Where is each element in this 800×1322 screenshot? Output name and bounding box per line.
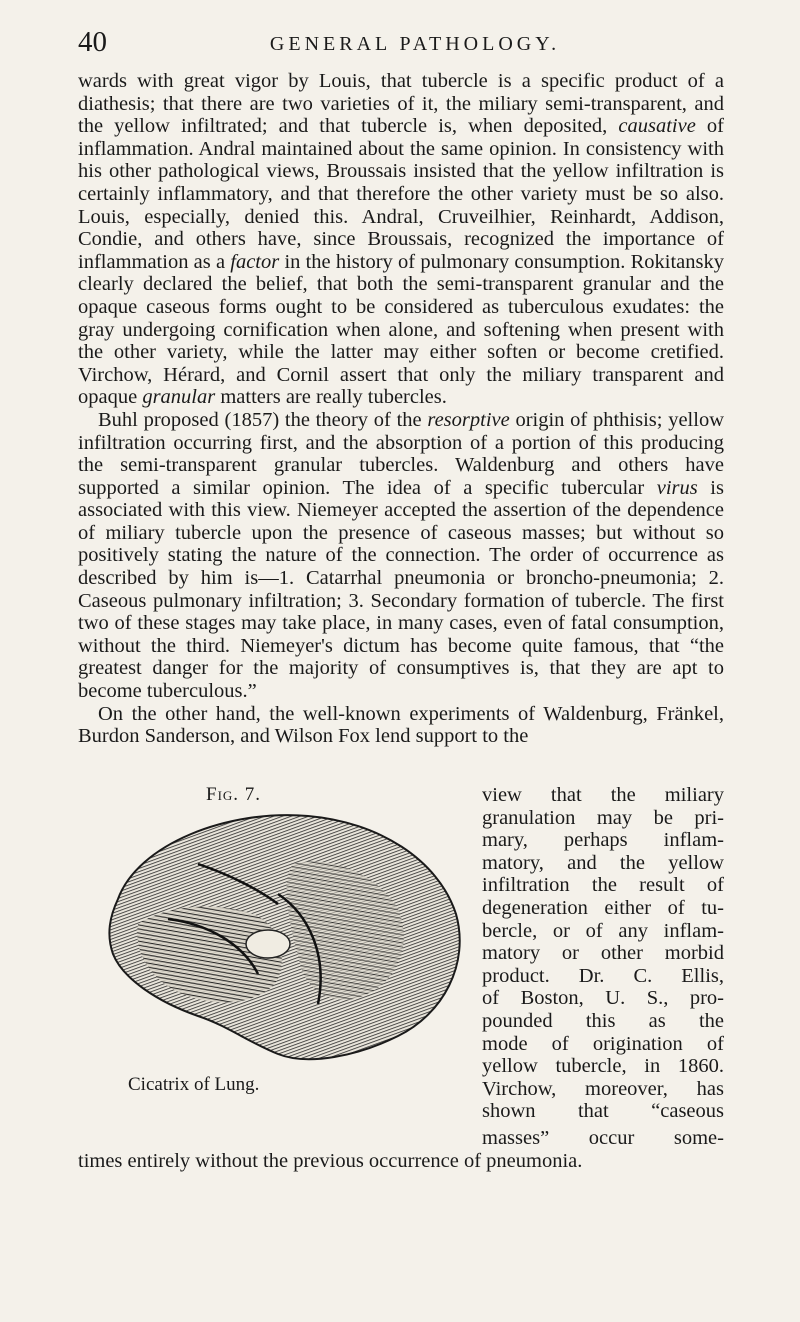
wrap-line: product. Dr. C. Ellis, bbox=[482, 964, 724, 987]
tail-line: masses” occur some- bbox=[482, 1127, 724, 1149]
lung-cicatrix-illustration bbox=[78, 804, 478, 1074]
figure-caption: Cicatrix of Lung. bbox=[128, 1074, 260, 1095]
paragraph-2: Buhl proposed (1857) the theory of the resorptive origin of phthisis; yellow infiltration occurring first, and the absorption of a portion of this producing the semi-transparent granular tubercles. Waldenburg and others have supported a similar opinion. The idea of a specific tubercular virus is associated with this view. Niemeyer accepted the assertion of the dependence of miliary tubercle upon the presence of caseous masses; but without so positively stating the nature of the connection. The order of occurrence as described by him is—1. Catarrhal pneumonia or broncho-pneumonia; 2. Caseous pulmonary infiltration; 3. Secondary formation of tubercle. The first two of these stages may take place, in many cases, even of fatal consumption, without the third. Niemeyer's dictum has become quite famous, that “the greatest danger for the majority of consumptives is, that they are apt to become tuberculous.” bbox=[78, 408, 724, 703]
wrap-line: pounded this as the bbox=[482, 1009, 724, 1032]
wrapped-text bbox=[482, 784, 724, 1123]
wrap-line: degeneration either of tu- bbox=[482, 896, 724, 919]
wrap-line: matory or other morbid bbox=[482, 942, 724, 965]
wrap-line: matory, and the yellow bbox=[482, 851, 724, 874]
wrap-line: infiltration the result of bbox=[482, 874, 724, 897]
wrap-line: mary, perhaps inflam- bbox=[482, 829, 724, 852]
running-head: GENERAL PATHOLOGY. bbox=[269, 33, 561, 55]
paragraph-3: On the other hand, the well-known experiments of Waldenburg, Fränkel, Burdon Sanderson, and Wilson Fox lend support to the bbox=[78, 702, 724, 748]
wrap-line: yellow tubercle, in 1860. bbox=[482, 1055, 724, 1078]
page-number: 40 bbox=[78, 26, 107, 58]
wrap-line: bercle, or of any inflam- bbox=[482, 919, 724, 942]
paragraph-1: wards with great vigor by Louis, that tubercle is a specific product of a diathesis; that there are two varieties of it, the miliary semi-transparent, and the yellow infiltrated; and that tubercle is, when deposited, causative of inflammation. Andral maintained about the same opinion. In consistency with his other pathological views, Broussais insisted that the yellow infiltration is certainly inflammatory, and that therefore the other variety must be so also. Louis, especially, denied this. Andral, Cruveilhier, Reinhardt, Addison, Condie, and others have, since Broussais, recognized the importance of inflammation as a factor in the history of pulmonary consumption. Rokitansky clearly declared the belief, that both the semi-transparent granular and the opaque caseous forms ought to be considered as tuberculous exudates: the gray undergoing cornification when alone, and softening when present with the other variety, while the latter may either soften or become cretified. Virchow, Hérard, and Cornil assert that only the miliary transparent and opaque granular matters are really tubercles. bbox=[78, 70, 724, 409]
wrap-line: of Boston, U. S., pro- bbox=[482, 987, 724, 1010]
figure-label: Fig. 7. bbox=[206, 784, 262, 805]
wrap-line: granulation may be pri- bbox=[482, 806, 724, 829]
tail-line: times entirely without the previous occurrence of pneumonia. bbox=[78, 1149, 583, 1172]
wrap-line: view that the miliary bbox=[482, 784, 724, 806]
wrap-line: mode of origination of bbox=[482, 1032, 724, 1055]
wrap-line: Virchow, moreover, has bbox=[482, 1077, 724, 1100]
figure-7 bbox=[78, 784, 472, 1104]
wrap-line: shown that “caseous bbox=[482, 1100, 724, 1123]
page-header bbox=[78, 22, 722, 62]
body-text bbox=[78, 70, 724, 748]
closing-text bbox=[78, 1127, 724, 1172]
